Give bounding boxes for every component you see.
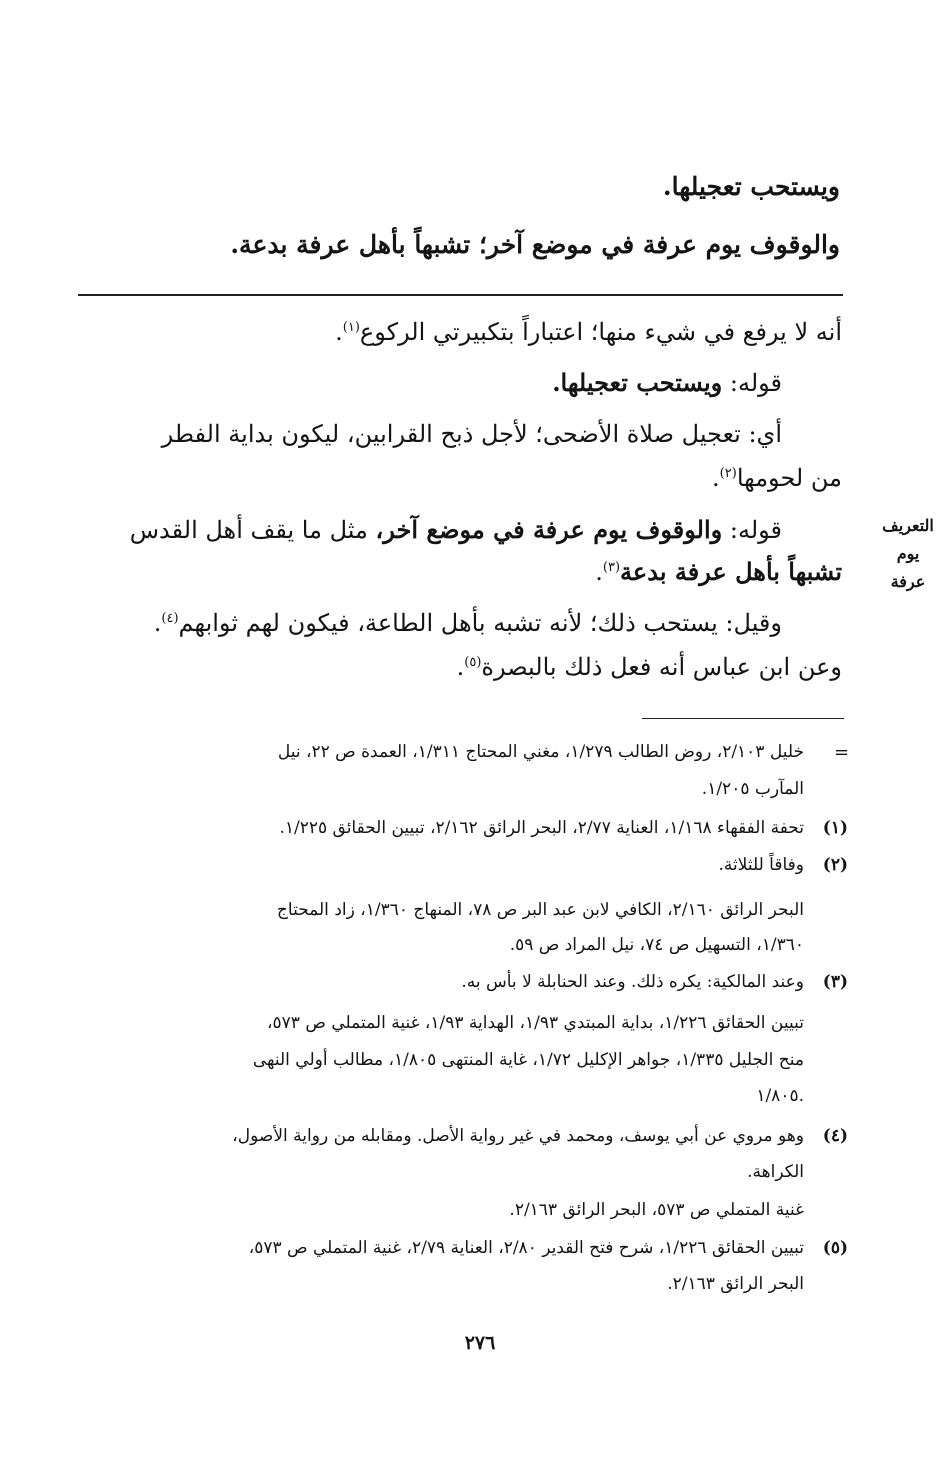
commentary-end: . [595,558,603,586]
commentary-end: . [335,318,343,346]
page-number: ٢٧٦ [464,1332,496,1354]
footnote-4-line-1: وهو مروي عن أبي يوسف، ومحمد في غير رواية الأصل. ومقابله من رواية الأصول، [232,1126,804,1146]
commentary-end: . [456,653,465,681]
footnote-number-3: (٣) [822,972,848,992]
margin-note-word: عرفة [890,572,926,591]
footnote-5-line-2: البحر الرائق ٢/١٦٣. [667,1274,804,1294]
footnote-2-line-1: وفاقاً للثلاثة. [718,855,804,875]
margin-note-word: التعريف [882,516,934,535]
commentary-text: وعن ابن عباس أنه فعل ذلك بالبصرة [481,653,842,681]
commentary-text: مثل ما يقف أهل القدس [129,516,368,544]
matn-line-2: والوقوف يوم عرفة في موضع آخر؛ تشبهاً بأهل عرفة بدعة. [230,230,840,259]
commentary-line-3: أي: تعجيل صلاة الأضحى؛ لأجل ذبح القرابين، ليكون بداية الفطر [161,420,782,448]
commentary-line-1 [335,318,842,346]
footnote-3-line-2: تبيين الحقائق ١/٢٢٦، بداية المبتدي ١/٩٣، الهداية ١/٩٣، غنية المتملي ص ٥٧٣، [267,1013,804,1033]
footnote-3-line-4: ١/٨٠٥. [756,1086,804,1106]
matn-separator-rule [78,294,843,296]
matn-line-1: ويستحب تعجيلها. [662,172,840,201]
footnote-ref-1: (١) [342,320,360,335]
commentary-line-5 [130,515,782,544]
footnote-5-line-1: تبيين الحقائق ١/٢٢٦، شرح فتح القدير ٢/٨٠، العناية ٢/٧٩، غنية المتملي ص ٥٧٣، [248,1238,804,1258]
quoted-matn: تشبهاً بأهل عرفة بدعة [620,557,842,586]
footnote-ref-3: (٣) [602,560,621,575]
quote-label: قوله: [729,516,782,544]
footnote-separator-rule [642,718,844,719]
quote-label: قوله: [729,369,782,397]
margin-note-word: يوم [896,544,920,563]
footnote-1-line-1: تحفة الفقهاء ١/١٦٨، العناية ٢/٧٧، البحر الرائق ٢/١٦٢، تبيين الحقائق ١/٢٢٥. [279,818,804,838]
footnote-number-1: (١) [822,818,848,838]
footnote-3-line-1: وعند المالكية: يكره ذلك. وعند الحنابلة لا بأس به. [461,972,804,992]
footnote-ref-4: (٤) [161,611,179,626]
continuation-mark: = [834,742,850,763]
footnote-number-4: (٤) [822,1126,848,1146]
footnote-continuation-line-1: خليل ٢/١٠٣، روض الطالب ١/٢٧٩، مغني المحتاج ١/٣١١، العمدة ص ٢٢، نيل [277,742,804,762]
footnote-number-5: (٥) [822,1238,848,1258]
footnote-number-2: (٢) [822,855,848,875]
footnote-2-line-2: البحر الرائق ٢/١٦٠، الكافي لابن عبد البر ص ٧٨، المنهاج ١/٣٦٠، زاد المحتاج [276,900,804,920]
footnote-ref-5: (٥) [464,655,482,670]
commentary-text: وقيل: يستحب ذلك؛ لأنه تشبه بأهل الطاعة، فيكون لهم ثوابهم [178,609,782,637]
commentary-line-4 [712,464,842,492]
quoted-matn: ويستحب تعجيلها. [552,368,723,397]
commentary-end: . [712,464,720,492]
commentary-line-7 [154,609,782,637]
footnote-2-line-3: ١/٣٦٠، التسهيل ص ٧٤، نيل المراد ص ٥٩. [509,935,804,955]
footnote-4-line-2: الكراهة. [747,1162,804,1182]
commentary-text: من لحومها [736,464,842,492]
footnote-continuation-line-2: المآرب ١/٢٠٥. [701,779,804,799]
commentary-line-6 [595,557,842,586]
footnote-3-line-3: منح الجليل ١/٣٣٥، جواهر الإكليل ١/٧٢، غاية المنتهى ١/٨٠٥، مطالب أولي النهى [252,1050,804,1070]
commentary-end: . [153,609,162,637]
commentary-line-2 [552,368,782,397]
footnote-ref-2: (٢) [719,466,737,481]
commentary-text: أنه لا يرفع في شيء منها؛ اعتباراً بتكبيرتي الركوع [359,318,842,346]
quoted-matn: والوقوف يوم عرفة في موضع آخر، [375,515,723,544]
margin-note [868,512,948,596]
footnote-4-line-3: غنية المتملي ص ٥٧٣، البحر الرائق ٢/١٦٣. [509,1200,804,1220]
commentary-line-8 [457,653,842,681]
